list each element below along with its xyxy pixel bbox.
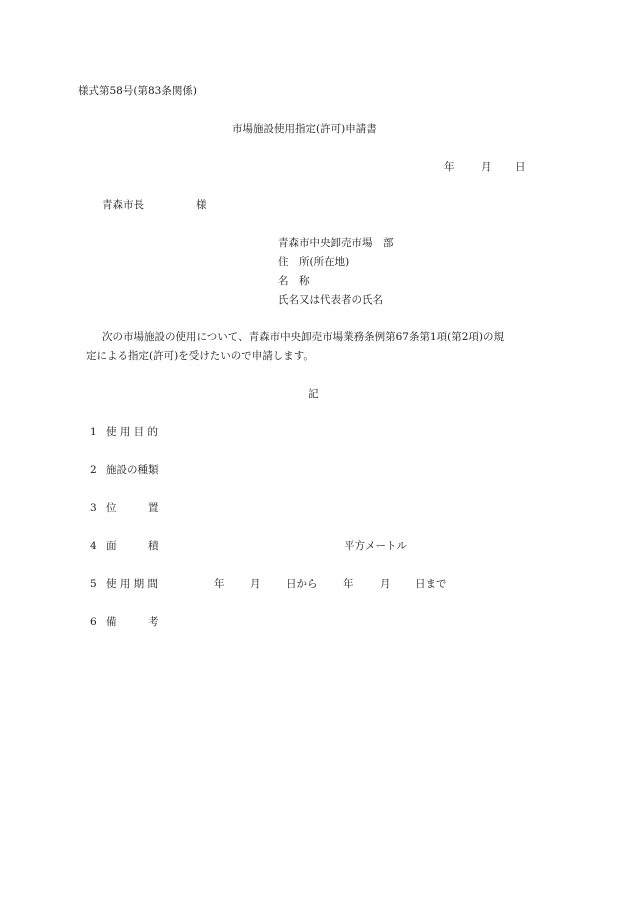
- item-number: 2: [90, 464, 97, 476]
- applicant-address-label: 住 所(所在地): [278, 256, 350, 268]
- item-number: 4: [90, 540, 97, 552]
- addressee-honorific: 様: [196, 199, 207, 211]
- item-label: 使 用 目 的: [106, 426, 159, 438]
- item-label: 位 置: [106, 502, 159, 514]
- body-text-line-2: 定による指定(許可)を受けたいので申請します。: [86, 350, 314, 362]
- date-month: 月: [481, 161, 492, 173]
- applicant-name-label: 名 称: [278, 275, 310, 287]
- period-from-year: 年: [214, 578, 225, 590]
- item-number: 1: [90, 426, 97, 438]
- period-from-month: 月: [250, 578, 261, 590]
- ki-heading: 記: [308, 388, 319, 400]
- period-to-month: 月: [380, 578, 391, 590]
- date-day: 日: [515, 161, 526, 173]
- date-year: 年: [444, 161, 455, 173]
- item-label: 使 用 期 間: [106, 578, 159, 590]
- period-to-year: 年: [343, 578, 354, 590]
- area-unit: 平方メートル: [344, 540, 407, 552]
- body-text-line-1: 次の市場施設の使用について、青森市中央卸売市場業務条例第67条第1項(第2項)の規: [102, 331, 504, 343]
- item-label: 施設の種類: [106, 464, 159, 476]
- item-number: 6: [90, 616, 97, 628]
- item-label: 面 積: [106, 540, 159, 552]
- document-title: 市場施設使用指定(許可)申請書: [232, 123, 377, 135]
- form-number: 様式第58号(第83条関係): [78, 85, 197, 97]
- applicant-representative-label: 氏名又は代表者の氏名: [278, 294, 383, 306]
- addressee-name: 青森市長: [102, 199, 144, 211]
- period-to-day: 日まで: [415, 578, 447, 590]
- item-number: 3: [90, 502, 97, 514]
- item-label: 備 考: [106, 616, 159, 628]
- applicant-department: 青森市中央卸売市場 部: [278, 237, 394, 249]
- period-from-day: 日から: [286, 578, 318, 590]
- item-number: 5: [90, 578, 97, 590]
